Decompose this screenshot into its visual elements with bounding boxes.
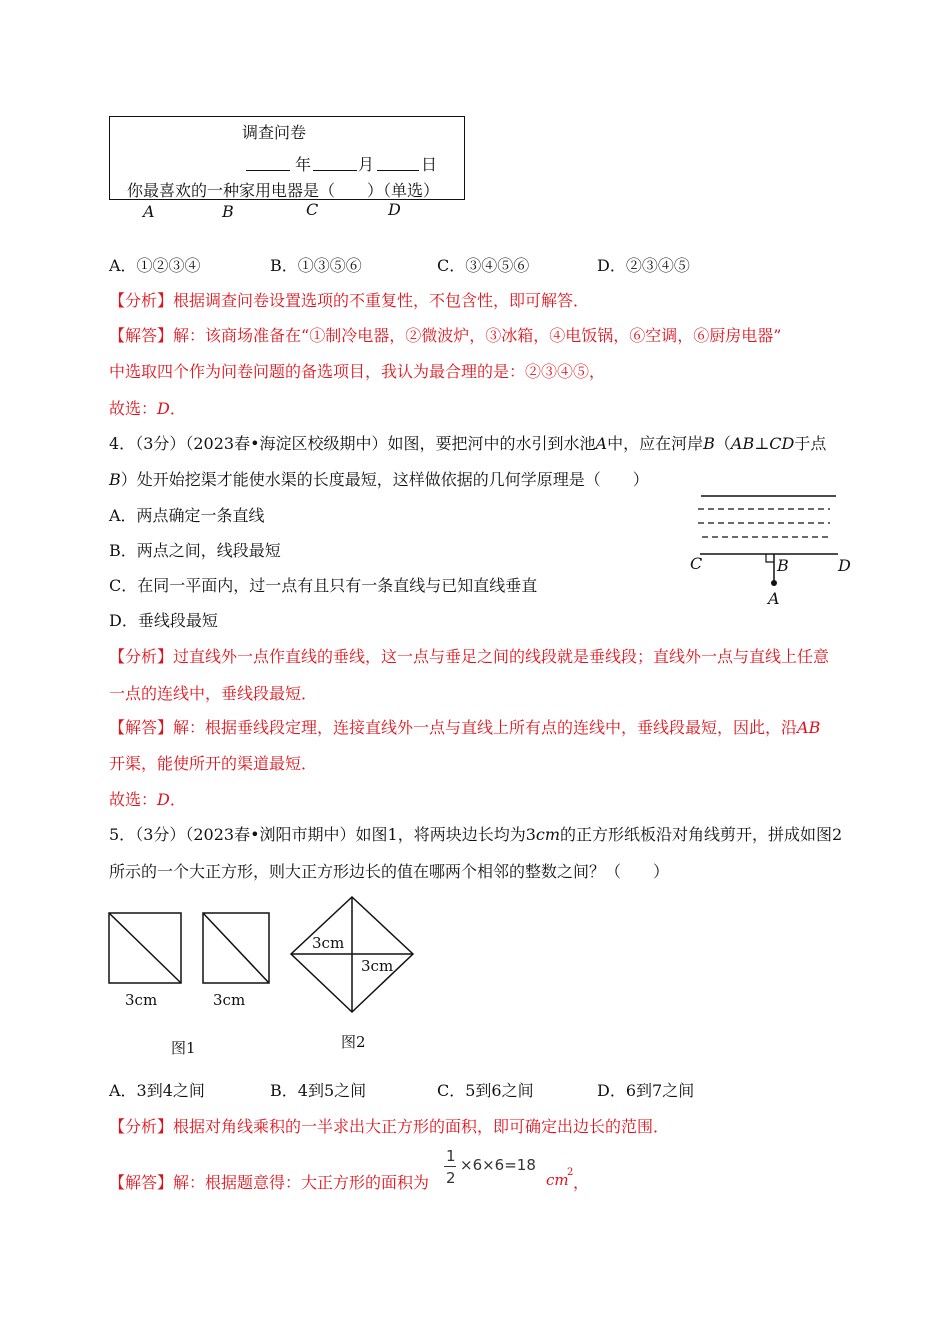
q4-analysis-line2: 一点的连线中，垂线段最短． (109, 684, 318, 703)
q4-stem-line1 (109, 431, 826, 454)
survey-question: 你最喜欢的一种家用电器是（ ）（单选） (127, 181, 440, 200)
q4-option-a: A．两点确定一条直线 (109, 506, 265, 525)
q5-option-d: D．6到7之间 (597, 1081, 695, 1100)
fig-label-b: B (777, 556, 789, 575)
q5-option-c: C．5到6之间 (437, 1081, 534, 1100)
choice-suffix: ． (169, 399, 186, 418)
analysis-text: 根据调查问卷设置选项的不重复性，不包含性，即可解答． (173, 291, 590, 310)
fraction-denominator: 2 (446, 1169, 456, 1187)
q4-answer-line1 (109, 715, 820, 738)
year-blank (246, 153, 290, 171)
q5-stem-line2: 所示的一个大正方形，则大正方形边长的值在哪两个相邻的整数之间？（ ） (109, 862, 670, 881)
analysis-text: 根据对角线乘积的一半求出大正方形的面积，即可确定出边长的范围． (173, 1117, 670, 1136)
fig2-label-1: 3cm (312, 934, 345, 952)
q4-option-d: D．垂线段最短 (109, 611, 218, 630)
q5-stem-line1 (109, 822, 842, 845)
q4-option-c: C．在同一平面内，过一点有且只有一条直线与已知直线垂直 (109, 576, 538, 595)
q4-stem-text: ⊥ (754, 434, 770, 453)
day-blank (377, 153, 419, 171)
choice-prefix: 故选： (109, 399, 158, 418)
q4-stem-var: B (109, 470, 121, 489)
q5-answer (109, 1170, 429, 1193)
choice-prefix: 故选： (109, 790, 158, 809)
day-label: 日 (421, 155, 438, 174)
q4-option-b: B．两点之间，线段最短 (109, 541, 281, 560)
q4-stem-var: CD (769, 434, 795, 453)
fig1-caption: 图1 (171, 1039, 196, 1057)
fig1-label-2: 3cm (213, 991, 246, 1009)
fig2-label-2: 3cm (361, 957, 394, 975)
q4-stem-text: （ (714, 434, 731, 453)
analysis-tag: 【分析】 (109, 291, 174, 310)
q3-option-c: C．③④⑤⑥ (437, 256, 530, 275)
q3-answer-line1 (109, 323, 781, 346)
fig-label-c: C (690, 554, 703, 573)
unit-exponent: 2 (567, 1167, 574, 1178)
analysis-text: 过直线外一点作直线的垂线，这一点与垂足之间的线段就是垂线段；直线外一点与直线上任意 (173, 647, 830, 666)
q5-stem-unit: cm (535, 825, 561, 844)
answer-end: ， (573, 1173, 590, 1192)
fig1-label-1: 3cm (125, 991, 158, 1009)
q3-option-a: A．①②③④ (109, 256, 201, 275)
survey-choice-a: A (143, 202, 155, 221)
formula-text: ×6×6=18 (460, 1156, 536, 1174)
q5-stem-text: （3分）（2023春•浏阳市期中）如图1，将两块边长均为3 (135, 825, 536, 844)
year-label: 年 (295, 155, 312, 174)
q5-option-a: A．3到4之间 (109, 1081, 205, 1100)
square-1-diagonal (109, 913, 181, 983)
pond-point-a (771, 580, 777, 586)
answer-text: 解：根据垂线段定理，连接直线外一点与直线上所有点的连线中，垂线段最短，因此，沿 (173, 718, 798, 737)
q3-choice (109, 396, 186, 419)
q4-stem-line2 (109, 467, 649, 490)
survey-choice-d: D (388, 200, 401, 219)
survey-choice-b: B (222, 202, 234, 221)
answer-text: 解：根据题意得：大正方形的面积为 (173, 1173, 430, 1192)
right-angle-mark (766, 554, 774, 562)
fraction-numerator: 1 (446, 1147, 456, 1165)
q5-number: 5． (109, 825, 136, 844)
q3-analysis (109, 288, 589, 311)
choice-letter: D (157, 399, 170, 418)
month-label: 月 (358, 155, 375, 174)
answer-tag: 【解答】 (109, 718, 174, 737)
fraction-bar (444, 1166, 456, 1167)
q3-option-d: D．②③④⑤ (597, 256, 690, 275)
q4-choice (109, 787, 186, 810)
q5-option-b: B．4到5之间 (270, 1081, 367, 1100)
q3-answer-line2: 中选取四个作为问卷问题的备选项目，我认为最合理的是：②③④⑤， (109, 362, 606, 381)
q3-option-b: B．①③⑤⑥ (270, 256, 362, 275)
square-2-diagonal (203, 913, 269, 983)
q4-stem-text: ）处开始挖渠才能使水渠的长度最短，这样做依据的几何学原理是（ ） (120, 470, 649, 489)
survey-title: 调查问卷 (242, 123, 307, 142)
q4-stem-text: 中，应在河岸 (607, 434, 704, 453)
answer-tag: 【解答】 (109, 1173, 174, 1192)
fig-label-a: A (768, 589, 780, 608)
q5-figure-1 (108, 910, 278, 986)
answer-text: 解：该商场准备在“①制冷电器，②微波炉，③冰箱，④电饭锅，⑥空调，⑥厨房电器” (173, 326, 782, 345)
answer-var: AB (797, 718, 821, 737)
fig2-caption: 图2 (341, 1033, 366, 1051)
choice-suffix: ． (169, 790, 186, 809)
answer-tag: 【解答】 (109, 326, 174, 345)
q4-stem-var: AB (730, 434, 755, 453)
q4-stem-text: 于点 (794, 434, 827, 453)
q5-analysis (109, 1114, 669, 1137)
q4-analysis-line1 (109, 644, 829, 667)
area-unit: cm (546, 1171, 569, 1189)
fig-label-d: D (838, 556, 851, 575)
q4-stem-var: A (595, 434, 608, 453)
q5-figure-2 (289, 894, 419, 1014)
choice-letter: D (157, 790, 170, 809)
q4-stem-text: （3分）（2023春•海淀区校级期中）如图，要把河中的水引到水池 (135, 434, 596, 453)
analysis-tag: 【分析】 (109, 1117, 174, 1136)
q4-stem-var: B (703, 434, 715, 453)
q5-stem-text: 的正方形纸板沿对角线剪开，拼成如图2 (560, 825, 843, 844)
q4-number: 4． (109, 434, 136, 453)
q4-answer-line2: 开渠，能使所开的渠道最短． (109, 754, 318, 773)
month-blank (313, 153, 357, 171)
survey-choice-c: C (306, 200, 319, 219)
analysis-tag: 【分析】 (109, 647, 174, 666)
